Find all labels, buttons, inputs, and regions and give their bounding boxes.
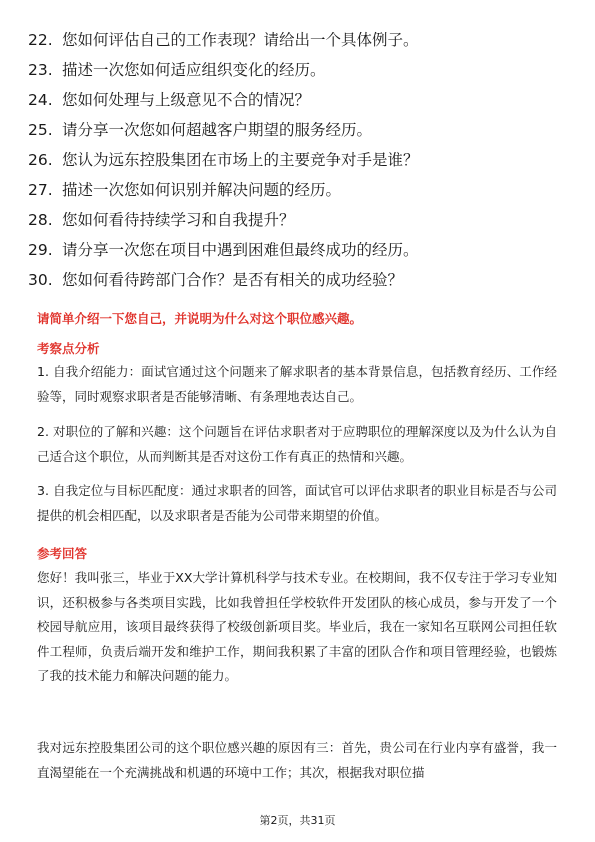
analysis-point: 3. 自我定位与目标匹配度：通过求职者的回答，面试官可以评估求职者的职业目标是否与公司提供的机会相匹配，以及求职者是否能为公司带来期望的价值。 [37,483,557,523]
analysis-point: 2. 对职位的了解和兴趣：这个问题旨在评估求职者对于应聘职位的理解深度以及为什么认为自己适合这个职位，从而判断其是否对这份工作有真正的热情和兴趣。 [37,424,557,464]
page-footer: 第2页，共31页 [259,814,336,827]
answer-title: 参考回答 [37,546,88,561]
answer-paragraph: 您好！我叫张三，毕业于XX大学计算机科学与技术专业。在校期间，我不仅专注于学习专业知识，还积极参与各类项目实践，比如我曾担任学校软件开发团队的核心成员，参与开发了一个校园导航应用，该项目最终获得了校级创新项目奖。毕业后，我在一家知名互联网公司担任软件工程师，负责后端开发和维护工作，期间我积累了丰富的团队合作和项目管理经验，也锻炼了我的技术能力和解决问题的能力。 [37,570,557,683]
question-item: 29. 请分享一次您在项目中遇到困难但最终成功的经历。 [28,241,419,259]
question-item: 27. 描述一次您如何识别并解决问题的经历。 [28,181,342,199]
question-item: 30. 您如何看待跨部门合作？是否有相关的成功经验？ [28,271,404,289]
answer-paragraph: 我对远东控股集团公司的这个职位感兴趣的原因有三：首先，贵公司在行业内享有盛誉，我一直渴望能在一个充满挑战和机遇的环境中工作；其次，根据我对职位描 [37,740,557,780]
question-item: 26. 您认为远东控股集团在市场上的主要竞争对手是谁？ [28,151,419,169]
question-item: 24. 您如何处理与上级意见不合的情况？ [28,91,311,109]
question-item: 28. 您如何看待持续学习和自我提升？ [28,211,295,229]
question-item: 23. 描述一次您如何适应组织变化的经历。 [28,61,326,79]
highlight-question: 请简单介绍一下您自己，并说明为什么对这个职位感兴趣。 [37,311,363,326]
analysis-title: 考察点分析 [37,341,100,356]
question-list [28,25,573,295]
analysis-point: 1. 自我介绍能力：面试官通过这个问题来了解求职者的基本背景信息，包括教育经历、工作经验等，同时观察求职者是否能够清晰、有条理地表达自己。 [37,364,557,404]
question-item: 25. 请分享一次您如何超越客户期望的服务经历。 [28,121,373,139]
question-item: 22. 您如何评估自己的工作表现？请给出一个具体例子。 [28,31,419,49]
